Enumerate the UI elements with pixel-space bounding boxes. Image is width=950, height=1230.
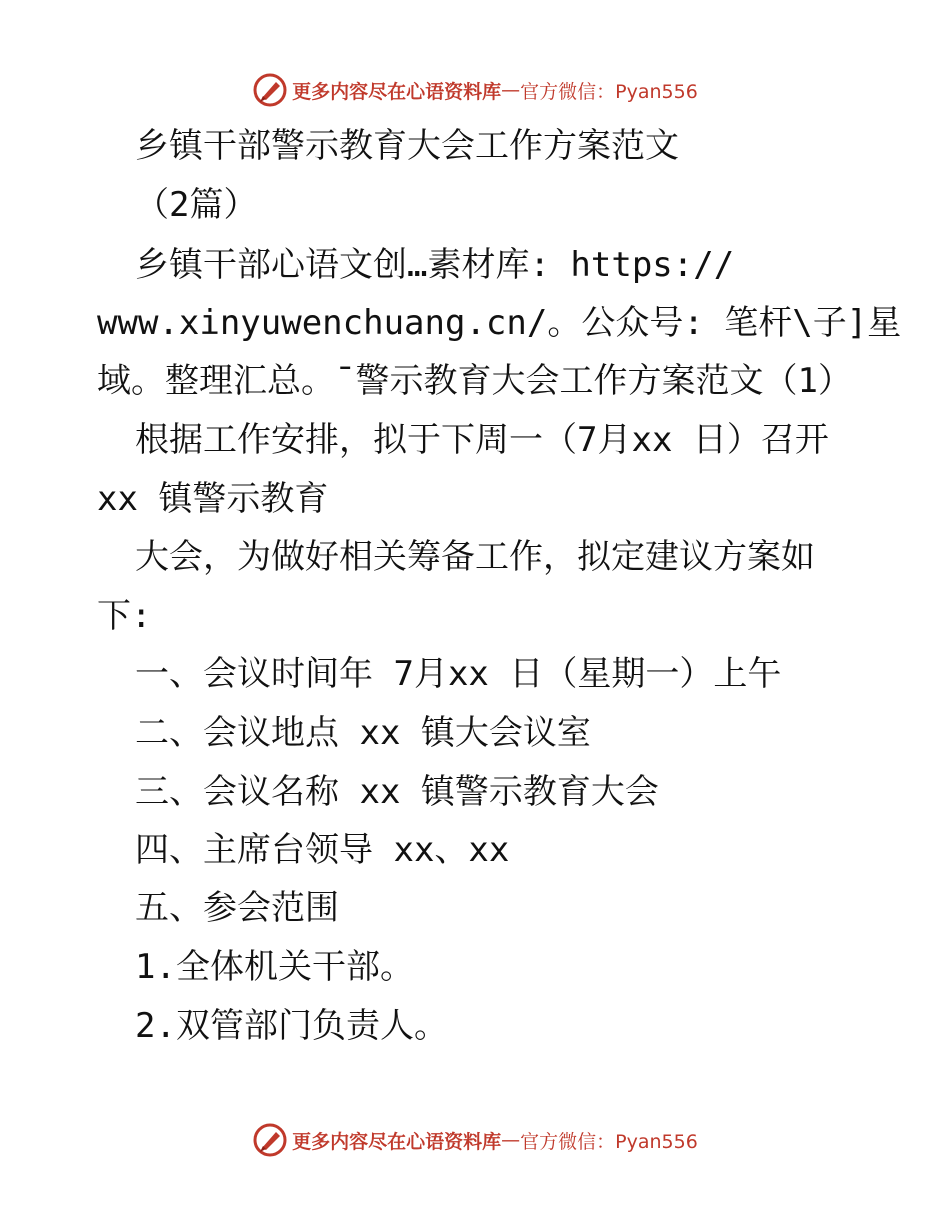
pen-logo-icon xyxy=(252,72,288,108)
doc-line-subtitle: 域。整理汇总。¯警示教育大会工作方案范文（1） xyxy=(97,361,852,401)
doc-paragraph-line: 根据工作安排，拟于下周一（7月xx 日）召开 xyxy=(135,420,829,460)
banner-brand-text: 更多内容尽在心语资料库 xyxy=(292,1130,502,1153)
doc-list-item: 2.双管部门负责人。 xyxy=(135,1006,448,1046)
footer-watermark-banner xyxy=(0,1120,950,1160)
banner-contact-text: 官方微信：Pyan556 xyxy=(520,80,698,103)
doc-title-line: 乡镇干部警示教育大会工作方案范文 xyxy=(135,126,679,166)
doc-line-url: www.xinyuwenchuang.cn/。公众号: 笔杆\子]星 xyxy=(97,303,902,343)
doc-list-item: 二、会议地点 xx 镇大会议室 xyxy=(135,713,591,753)
doc-title-count: （2篇） xyxy=(135,185,258,225)
doc-list-item: 1.全体机关干部。 xyxy=(135,947,414,987)
doc-list-item: 四、主席台领导 xx、xx xyxy=(135,830,510,870)
doc-list-item: 五、参会范围 xyxy=(135,888,339,928)
doc-list-item: 三、会议名称 xx 镇警示教育大会 xyxy=(135,772,659,812)
doc-paragraph-line: 下: xyxy=(97,596,152,636)
doc-list-item: 一、会议时间年 7月xx 日（星期一）上午 xyxy=(135,654,782,694)
pen-logo-icon xyxy=(252,1122,288,1158)
banner-separator: — xyxy=(501,79,521,101)
doc-line-source: 乡镇干部心语文创…素材库: https:// xyxy=(135,245,735,285)
banner-separator: — xyxy=(501,1129,521,1151)
banner-brand-text: 更多内容尽在心语资料库 xyxy=(292,80,502,103)
doc-paragraph-line: 大会，为做好相关筹备工作，拟定建议方案如 xyxy=(135,537,815,577)
header-watermark-banner xyxy=(0,70,950,110)
doc-paragraph-line: xx 镇警示教育 xyxy=(97,479,329,519)
banner-contact-text: 官方微信：Pyan556 xyxy=(520,1130,698,1153)
